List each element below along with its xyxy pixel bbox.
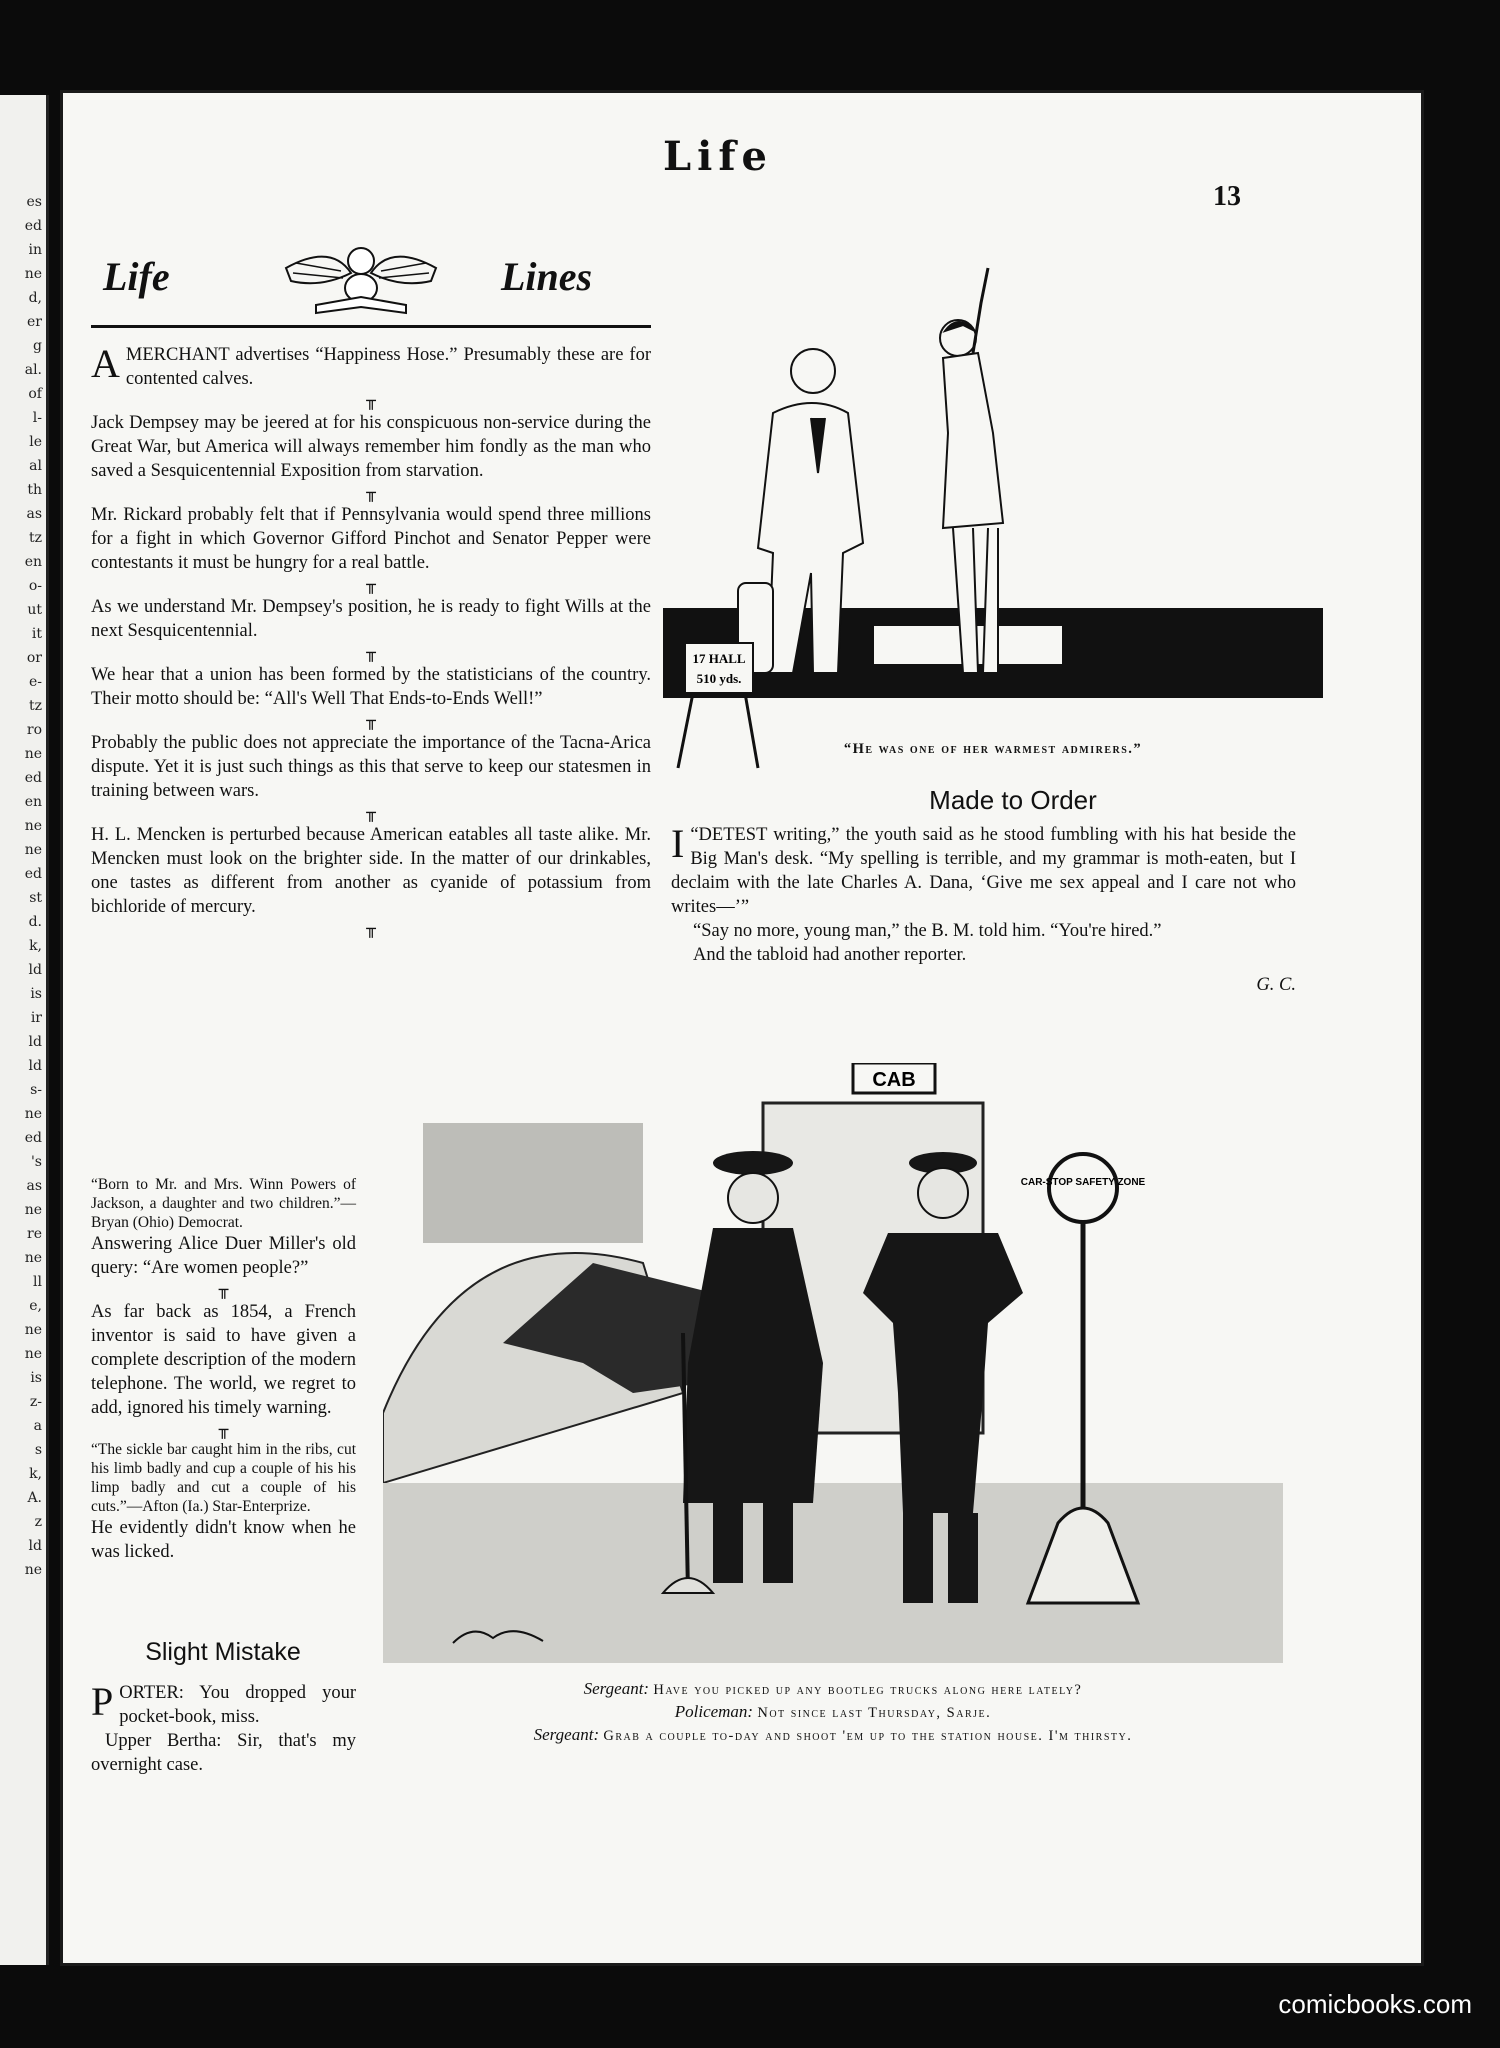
facing-page-fragment: o- [28, 578, 42, 594]
life-line-item: As far back as 1854, a French inventor is said to have given a complete description of the modern telephone. The world, we regret to add, ignored his timely warning. [91, 1302, 356, 1418]
signature: G. C. [1256, 975, 1296, 995]
facing-page-fragment: ne [24, 818, 42, 834]
life-lines-heading [91, 233, 691, 333]
facing-page-fragment: z- [29, 1394, 42, 1410]
facing-page-fragment: tz [28, 530, 42, 546]
life-line-item: Probably the public does not appreciate the importance of the Tacna-Arica dispute. Yet it is just such things as this that serve to keep our statesmen in training between wars. [91, 733, 651, 801]
facing-page-fragment: z [34, 1514, 42, 1530]
life-line-item: AMERCHANT advertises “Happiness Hose.” Presumably these are for contented calves. [91, 341, 651, 389]
police-caption [353, 1678, 1313, 1747]
facing-page-fragment: ne [24, 1346, 42, 1362]
made-to-order-title: Made to Order [929, 785, 1097, 815]
facing-page-fragment: it [31, 626, 42, 642]
facing-page-fragment: al. [24, 362, 42, 378]
slight-mistake-line1: PORTER: You dropped your pocket-book, miss. [91, 1679, 356, 1727]
facing-page-fragment: 's [30, 1154, 42, 1170]
narrow-column [91, 1175, 356, 1564]
caption-line: Policeman: Not since last Thursday, Sarje. [674, 1702, 992, 1721]
dropcap: A [91, 341, 120, 386]
facing-page-fragment: a [33, 1418, 42, 1434]
heading-life: Life [103, 254, 170, 299]
sign-line1: 17 HALL [692, 651, 746, 666]
heading-rule [91, 325, 651, 328]
facing-page-fragment: th [27, 482, 42, 498]
separator-icon: ╥ [366, 643, 376, 662]
facing-page-fragment: s- [30, 1082, 42, 1098]
facing-page-fragment: re [27, 1226, 42, 1242]
facing-page-fragment: is [30, 1370, 42, 1386]
facing-page-fragment: ne [24, 746, 42, 762]
life-line-item: Answering Alice Duer Miller's old query: “Are women people?” [91, 1234, 356, 1278]
slight-mistake-line2: Upper Bertha: Sir, that's my overnight case. [91, 1731, 356, 1775]
newspaper-clipping: “Born to Mr. and Mrs. Winn Powers of Jackson, a daughter and two children.”—Bryan (Ohio) Democrat. [91, 1176, 356, 1231]
facing-page-fragment: is [30, 986, 42, 1002]
facing-page-fragment: s [34, 1442, 42, 1458]
facing-page-fragment: ed [24, 1130, 42, 1146]
facing-page-fragment: ro [26, 722, 42, 738]
facing-page-edge [0, 95, 49, 1965]
golf-cartoon [663, 253, 1323, 823]
separator-icon: ╥ [366, 711, 376, 730]
facing-page-fragment: d, [28, 290, 42, 306]
facing-page-fragment: ne [24, 1250, 42, 1266]
facing-page-fragment: es [26, 194, 42, 210]
facing-page-fragment: e- [28, 674, 42, 690]
cab-sign: CAB [872, 1069, 916, 1091]
city-buildings [423, 1123, 643, 1243]
facing-page-fragment: k, [29, 1466, 42, 1482]
facing-page-fragment: l- [32, 410, 42, 426]
facing-page-fragment: ne [24, 1106, 42, 1122]
watermark: comicbooks.com [1278, 1989, 1472, 2019]
life-line-item: He evidently didn't know when he was licked. [91, 1518, 356, 1562]
heading-lines: Lines [501, 254, 593, 299]
facing-page-fragment: ne [24, 266, 42, 282]
slight-mistake-title: Slight Mistake [145, 1638, 301, 1666]
facing-page-fragment: tz [28, 698, 42, 714]
facing-page-fragment: A. [27, 1490, 42, 1506]
life-lines-column [91, 343, 651, 939]
facing-page-fragment: ld [28, 1034, 42, 1050]
facing-page-fragment: as [26, 1178, 42, 1194]
magazine-page [60, 90, 1424, 1966]
dropcap: I [671, 821, 685, 866]
cherub-book-icon [271, 233, 451, 323]
life-line-item: Mr. Rickard probably felt that if Pennsylvania would spend three millions for a fight in which Governor Gifford Pinchot and Senator Pepper were contestants it must be hungry for a real battle. [91, 505, 651, 573]
facing-page-fragment: ed [24, 866, 42, 882]
facing-page-fragment: or [26, 650, 42, 666]
police-cartoon [383, 1063, 1283, 1663]
facing-page-fragment: k, [29, 938, 42, 954]
facing-page-fragment: ll [33, 1274, 42, 1290]
facing-page-fragment: g [33, 338, 42, 354]
life-line-item: H. L. Mencken is perturbed because American eatables all taste alike. Mr. Mencken must look on the brighter side. In the matter of our drinkables, one tastes as different from another as cyanide of potassium from bichloride of mercury. [91, 825, 651, 917]
facing-page-fragment: er [27, 314, 42, 330]
facing-page-fragment: ir [30, 1010, 42, 1026]
facing-page-fragment: ne [24, 1322, 42, 1338]
slight-mistake-text [91, 1681, 356, 1777]
facing-page-fragment: ne [24, 842, 42, 858]
separator-icon: ╥ [366, 919, 376, 938]
facing-page-fragment: st [29, 890, 42, 906]
facing-page-fragment: of [28, 386, 42, 402]
facing-page-fragment: ld [28, 1538, 42, 1554]
separator-icon: ╥ [218, 1280, 229, 1299]
life-line-item: We hear that a union has been formed by the statisticians of the country. Their motto should be: “All's Well That Ends-to-Ends Well!” [91, 665, 651, 709]
facing-page-fragment: en [24, 794, 42, 810]
facing-page-fragment: le [29, 434, 42, 450]
facing-page-fragment: ed [24, 770, 42, 786]
story-paragraph: “ I DETEST writing,” the youth said as he stood fumbling with his hat beside the Big Man's desk. “My spelling is terrible, and my grammar is moth-eaten, but I declaim with the late Charles A. Dana, ‘Give me sex appeal and I care not who writes—’” [671, 821, 1296, 917]
separator-icon: ╥ [218, 1420, 229, 1439]
masthead-title: Life [663, 133, 773, 180]
facing-page-fragment: ed [24, 218, 42, 234]
separator-icon: ╥ [366, 483, 376, 502]
facing-page-fragment: en [24, 554, 42, 570]
caption-line: Sergeant: Grab a couple to-day and shoot 'em up to the station house. I'm thirsty. [533, 1725, 1133, 1744]
stop-sign-text: CAR-STOP SAFETY ZONE [1020, 1177, 1146, 1188]
facing-page-fragment: ne [24, 1562, 42, 1578]
story-paragraph: And the tabloid had another reporter. [693, 945, 967, 965]
life-line-item: Jack Dempsey may be jeered at for his conspicuous non-service during the Great War, but America will always remember him fondly as the man who saved a Sesquicentennial Exposition from starvation. [91, 413, 651, 481]
facing-page-fragment: d. [28, 914, 42, 930]
caption-line: Sergeant: Have you picked up any bootleg trucks along here lately? [583, 1679, 1083, 1698]
story-paragraph: “Say no more, young man,” the B. M. told him. “You're hired.” [693, 921, 1162, 941]
separator-icon: ╥ [366, 803, 376, 822]
dropcap: P [91, 1679, 114, 1724]
life-line-item: As we understand Mr. Dempsey's position, he is ready to fight Wills at the next Sesquicentennial. [91, 597, 651, 641]
golf-caption: “He was one of her warmest admirers.” [843, 741, 1143, 757]
sign-line2: 510 yds. [696, 671, 742, 686]
facing-page-fragment: ld [28, 962, 42, 978]
page-number: 13 [1213, 181, 1241, 212]
facing-page-fragment: ld [28, 1058, 42, 1074]
facing-page-fragment: e, [29, 1298, 42, 1314]
separator-icon: ╥ [366, 575, 376, 594]
newspaper-clipping: “The sickle bar caught him in the ribs, cut his limb badly and cup a couple of his his limp badly and cut a couple of his cuts.”—Afton (Ia.) Star-Enterprize. [91, 1441, 356, 1515]
facing-page-fragment: ne [24, 1202, 42, 1218]
facing-page-fragment: ut [27, 602, 42, 618]
facing-page-fragment: al [29, 458, 42, 474]
made-to-order-text [671, 823, 1296, 997]
facing-page-fragment: as [26, 506, 42, 522]
facing-page-fragment: in [28, 242, 42, 258]
street [383, 1483, 1283, 1663]
separator-icon: ╥ [366, 391, 376, 410]
